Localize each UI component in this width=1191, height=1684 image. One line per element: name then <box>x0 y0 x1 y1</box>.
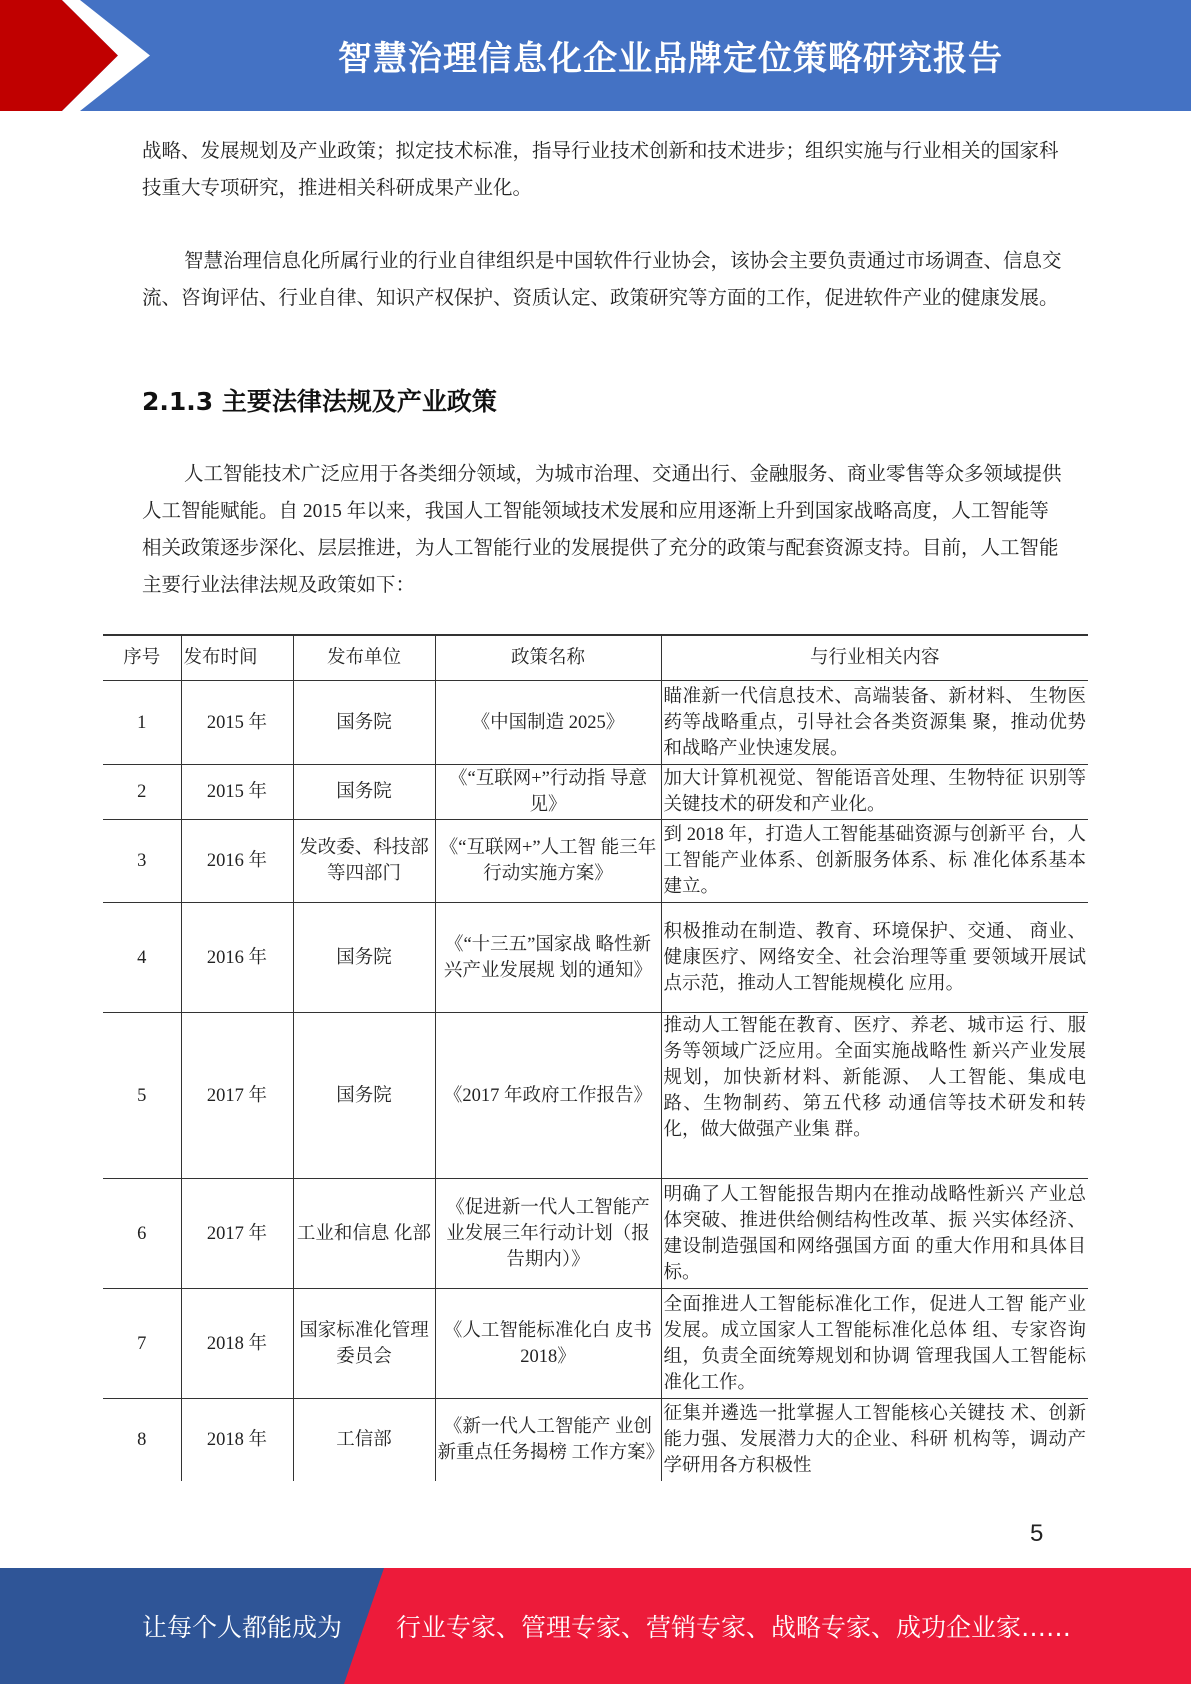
row-date: 2016 年 <box>181 820 293 903</box>
row-date: 2017 年 <box>181 1013 293 1179</box>
row-content: 征集并遴选一批掌握人工智能核心关键技 术、创新能力强、发展潜力大的企业、科研 机构等，调动产学研用各方积极性 <box>663 1403 1086 1476</box>
row-policy-name: 《“互联网+”人工智 能三年行动实施方案》 <box>435 820 661 903</box>
row-publisher: 国务院 <box>293 681 435 765</box>
row-publisher: 国务院 <box>293 1013 435 1179</box>
row-date: 2016 年 <box>181 903 293 1013</box>
table-row <box>103 1399 1088 1481</box>
document-title: 智慧治理信息化企业品牌定位策略研究报告 <box>338 39 1003 79</box>
row-no: 4 <box>103 903 181 1013</box>
header-no: 序号 <box>103 635 181 681</box>
table-row <box>103 1289 1088 1399</box>
row-publisher: 工业和信息 化部 <box>293 1179 435 1289</box>
footer-slogan-right: 行业专家、管理专家、营销专家、战略专家、成功企业家…… <box>396 1613 1072 1642</box>
row-no: 2 <box>103 765 181 820</box>
row-publisher: 工信部 <box>293 1399 435 1481</box>
row-no: 1 <box>103 681 181 765</box>
row-policy-name: 《新一代人工智能产 业创新重点任务揭榜 工作方案》 <box>435 1399 661 1481</box>
paragraph-3: 人工智能技术广泛应用于各类细分领域，为城市治理、交通出行、金融服务、商业零售等众多领域提供人工智能赋能。自 2015 年以来，我国人工智能领域技术发展和应用逐渐上升到国家战略高度，人工智能等相关政策逐步深化、层层推进，为人工智能行业的发展提供了充分的政策与配套资源支持。目前，人工智能主要行业法律法规及政策如下： <box>142 464 1062 596</box>
row-content: 推动人工智能在教育、医疗、养老、城市运 行、服务等领域广泛应用。全面实施战略性 新兴产业发展规划，加快新材料、新能源、 人工智能、集成电路、生物制药、第五代移 动通信等技术研发和转化，做大做强产业集 群。 <box>661 1013 1088 1179</box>
table-header-row <box>103 635 1088 681</box>
row-content: 到 2018 年，打造人工智能基础资源与创新平 台，人工智能产业体系、创新服务体系、标 准化体系基本建立。 <box>661 820 1088 903</box>
row-no: 5 <box>103 1013 181 1179</box>
row-no: 8 <box>103 1399 181 1481</box>
header-content: 与行业相关内容 <box>661 635 1088 681</box>
header-publisher: 发布单位 <box>293 635 435 681</box>
paragraph-2: 智慧治理信息化所属行业的行业自律组织是中国软件行业协会，该协会主要负责通过市场调查、信息交流、咨询评估、行业自律、知识产权保护、资质认定、政策研究等方面的工作，促进软件产业的健康发展。 <box>142 251 1062 309</box>
row-policy-name: 《“互联网+”行动指 导意见》 <box>435 765 661 820</box>
paragraph-1: 战略、发展规划及产业政策；拟定技术标准，指导行业技术创新和技术进步；组织实施与行业相关的国家科技重大专项研究，推进相关科研成果产业化。 <box>142 141 1059 199</box>
page-number: 5 <box>1030 1520 1044 1547</box>
header-arrow-decoration <box>0 0 160 111</box>
footer-bar <box>0 1568 1191 1684</box>
row-content: 全面推进人工智能标准化工作，促进人工智 能产业发展。成立国家人工智能标准化总体 组、专家咨询组，负责全面统筹规划和协调 管理我国人工智能标准化工作。 <box>661 1289 1088 1399</box>
row-policy-name: 《中国制造 2025》 <box>435 681 661 765</box>
row-policy-name: 《“十三五”国家战 略性新兴产业发展规 划的通知》 <box>435 903 661 1013</box>
row-no: 3 <box>103 820 181 903</box>
row-date: 2015 年 <box>181 765 293 820</box>
footer-slogan-left: 让每个人都能成为 <box>142 1613 343 1642</box>
row-content: 明确了人工智能报告期内在推动战略性新兴 产业总体突破、推进供给侧结构性改革、振 兴实体经济、建设制造强国和网络强国方面 的重大作用和具体目标。 <box>661 1179 1088 1289</box>
table-row <box>103 1013 1088 1179</box>
policy-table <box>103 634 1088 1481</box>
row-publisher: 国家标准化管理委员会 <box>293 1289 435 1399</box>
header-bar <box>0 0 1191 111</box>
row-publisher: 国务院 <box>293 903 435 1013</box>
row-date: 2018 年 <box>181 1399 293 1481</box>
row-no: 6 <box>103 1179 181 1289</box>
row-no: 7 <box>103 1289 181 1399</box>
row-date: 2018 年 <box>181 1289 293 1399</box>
table-row <box>103 1179 1088 1289</box>
row-policy-name: 《2017 年政府工作报告》 <box>435 1013 661 1179</box>
row-publisher: 发改委、科技部等四部门 <box>293 820 435 903</box>
row-content: 加大计算机视觉、智能语音处理、生物特征 识别等关键技术的研发和产业化。 <box>661 765 1088 820</box>
row-date: 2017 年 <box>181 1179 293 1289</box>
row-publisher: 国务院 <box>293 765 435 820</box>
section-heading: 2.1.3 主要法律法规及产业政策 <box>142 387 497 416</box>
table-row <box>103 765 1088 820</box>
row-date: 2015 年 <box>181 681 293 765</box>
header-policy-name: 政策名称 <box>435 635 661 681</box>
header-date: 发布时间 <box>181 635 293 681</box>
table-row <box>103 820 1088 903</box>
table-row <box>103 903 1088 1013</box>
row-content: 瞄准新一代信息技术、高端装备、新材料、 生物医药等战略重点，引导社会各类资源集 聚，推动优势和战略产业快速发展。 <box>661 681 1088 765</box>
table-row <box>103 681 1088 765</box>
row-policy-name: 《促进新一代人工智能产业发展三年行动计划（报告期内）》 <box>435 1179 661 1289</box>
row-content: 积极推动在制造、教育、环境保护、交通、 商业、健康医疗、网络安全、社会治理等重 要领域开展试点示范，推动人工智能规模化 应用。 <box>661 903 1088 1013</box>
row-policy-name: 《人工智能标准化白 皮书 2018》 <box>435 1289 661 1399</box>
